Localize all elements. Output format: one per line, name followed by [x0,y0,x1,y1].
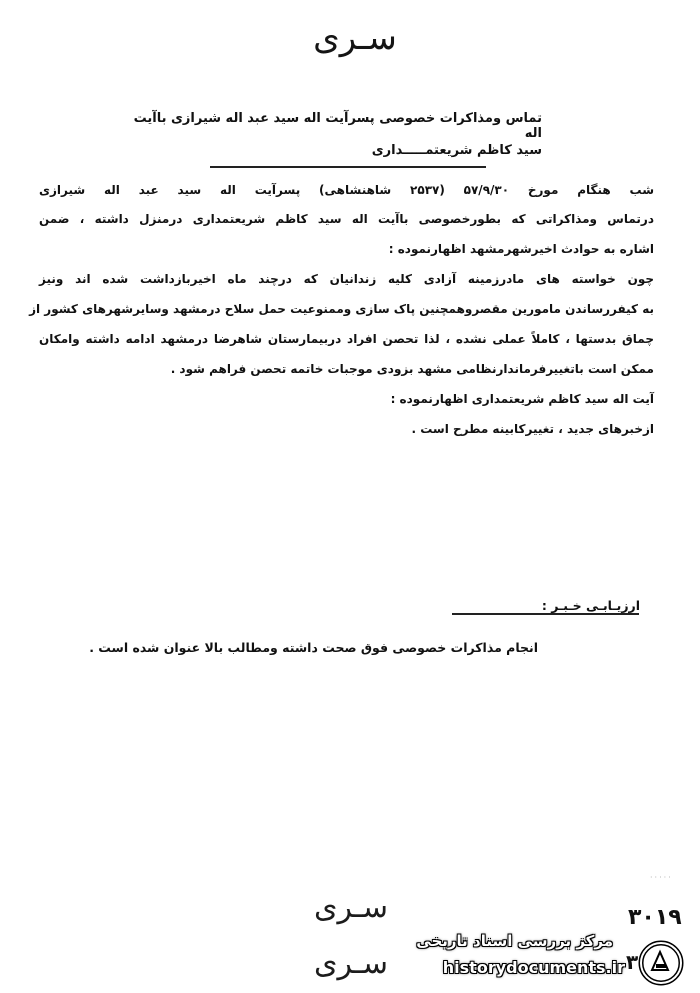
body-line-3: اشاره به حوادث اخیرشهرمشهد اظهارنموده : [388,242,654,256]
scan-dots: ····· [650,873,673,882]
classification-stamp-bottom-2: سـرى [314,946,388,981]
body-line-9: ازخبرهای جدید ، تغییرکابینه مطرح است . [411,422,654,436]
body-line-5: به کیفررساندن مامورین مقصروهمچنین پاک سازی وممنوعیت حمل سلاح درمشهد وسایرشهرهای کشور از [29,302,654,316]
assessment-text: انجام مذاکرات خصوصی فوق صحت داشته ومطالب بالا عنوان شده است . [89,640,538,655]
body-line-7: ممکن است باتغییرفرماندارنظامی مشهد بزودی موجبات خاتمه تحصن فراهم شود . [170,362,654,376]
body-line-4: چون خواسته های مادرزمینه آزادی کلیه زندانیان که درچند ماه اخیربازداشت شده اند ونیز [39,272,654,286]
classification-stamp-top: سـرى [313,18,397,58]
assessment-heading: ارزیـابـی خـبـر : [541,598,640,613]
body-line-6: چماق بدستها ، کاملاً عملی نشده ، لذا تحصن افراد دربیمارستان شاهرضا درمشهد ادامه داشته وامکان [39,332,654,346]
watermark-url: historydocuments.ir [442,958,625,977]
document-title-line-2: سید کاظم شریعتمـــــداری [371,143,542,158]
body-line-8: آیت اله سید کاظم شریعتمداری اظهارنموده : [390,392,654,406]
classification-stamp-bottom-1: سـرى [314,890,388,925]
assessment-underline [452,613,639,615]
page-number-secondary: ۳ [626,950,639,974]
archive-logo-icon [638,940,684,986]
title-underline [210,166,486,168]
watermark-archive-name: مرکز بررسی اسناد تاریخی [416,932,613,950]
archive-watermark [410,930,695,988]
body-line-2: درتماس ومذاکراتی که بطورخصوصی باآیت اله سید کاظم شریعتمداری درمنزل داشته ، ضمن [39,212,654,226]
page-number: ۳۰۱۹ [628,905,682,930]
document-title-line-1: تماس ومذاکرات خصوصی پسرآیت اله سید عبد اله شیرازی باآیت اله [133,111,542,141]
body-line-1: شب هنگام مورخ ۵۷/۹/۳۰ (۲۵۳۷ شاهنشاهی) پسرآیت اله سید عبد اله شیرازی [39,183,655,197]
